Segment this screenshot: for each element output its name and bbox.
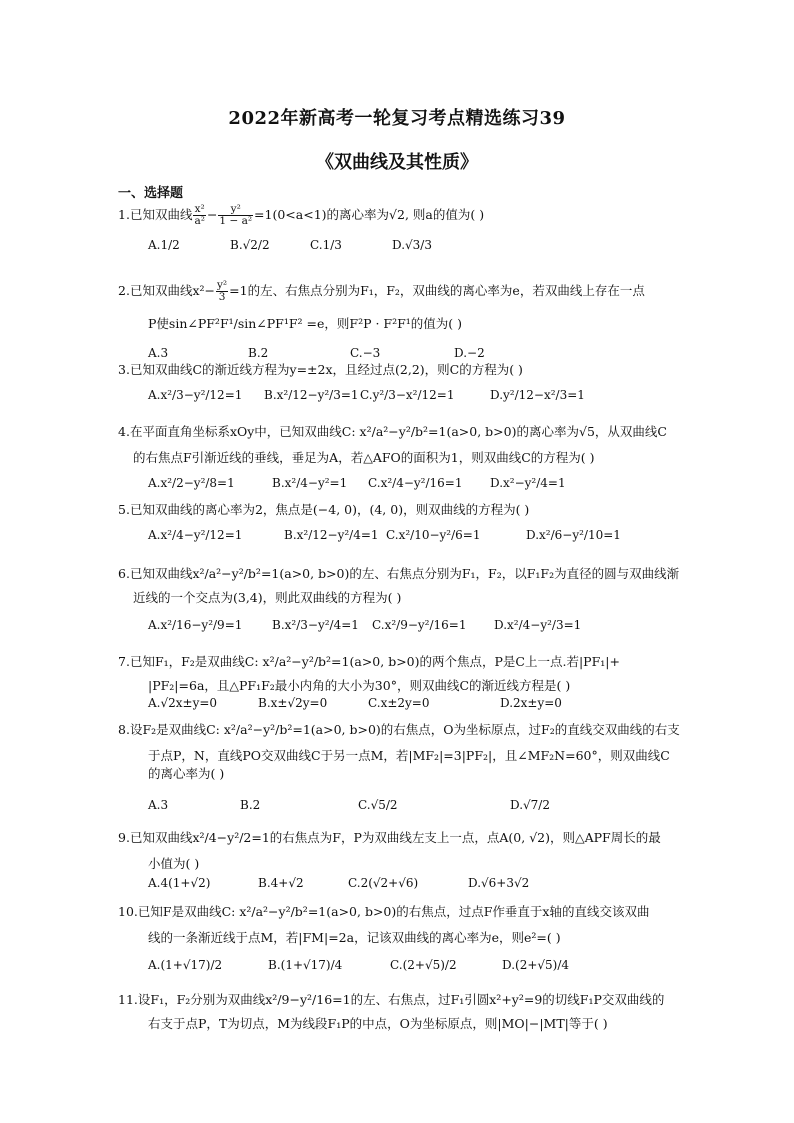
option-b[interactable]: B.x±√2y=0 bbox=[258, 696, 328, 710]
question-1: 1.已知双曲线 $\frac{\text{x²}}{\text{a²}}$ − $\frac{\text{y²}}{\text{1 − a²}}$ =1(0<a<1)的离心率为√2, 则a的值为( ) bbox=[118, 203, 485, 227]
option-c[interactable]: C.y²/3−x²/12=1 bbox=[360, 388, 455, 402]
question-text: 已知双曲线的离心率为2，焦点是(−4, 0)，(4, 0)，则双曲线的方程为( ) bbox=[129, 502, 530, 517]
option-a[interactable]: A.x²/2−y²/8=1 bbox=[148, 476, 235, 490]
question-8 bbox=[118, 722, 703, 738]
option-c[interactable]: C.(2+√5)/2 bbox=[390, 958, 457, 972]
option-c[interactable]: C.x²/4−y²/16=1 bbox=[368, 476, 463, 490]
question-text: P使sin∠PF²F¹/sin∠PF¹F² =e，则F²P · F²F¹的值为( ) bbox=[148, 316, 463, 331]
option-c[interactable]: C.x²/9−y²/16=1 bbox=[372, 618, 467, 632]
option-c[interactable]: C.1/3 bbox=[310, 238, 342, 252]
option-a[interactable]: A.√2x±y=0 bbox=[148, 696, 218, 710]
question-4-cont bbox=[133, 450, 708, 466]
question-6 bbox=[118, 566, 703, 582]
option-d[interactable]: D.(2+√5)/4 bbox=[502, 958, 570, 972]
option-b[interactable]: B.√2/2 bbox=[230, 238, 270, 252]
question-number: 10. bbox=[118, 904, 138, 919]
option-b[interactable]: B.x²/4−y²=1 bbox=[272, 476, 348, 490]
question-9-cont bbox=[148, 856, 708, 872]
option-d[interactable]: D.x²−y²/4=1 bbox=[490, 476, 566, 490]
option-b[interactable]: B.x²/3−y²/4=1 bbox=[272, 618, 359, 632]
question-4 bbox=[118, 424, 703, 440]
question-text: 近线的一个交点为(3,4)，则此双曲线的方程为( ) bbox=[133, 590, 402, 605]
question-text: 的右焦点F引渐近线的垂线，垂足为A，若△AFO的面积为1，则双曲线C的方程为( ) bbox=[133, 450, 595, 465]
question-8-cont2 bbox=[148, 766, 708, 782]
option-b[interactable]: B.2 bbox=[248, 346, 269, 360]
option-d[interactable]: D.y²/12−x²/3=1 bbox=[490, 388, 585, 402]
question-9 bbox=[118, 830, 703, 846]
question-text: |PF₂|=6a，且△PF₁F₂最小内角的大小为30°，则双曲线C的渐近线方程是( ) bbox=[148, 678, 571, 693]
option-d[interactable]: D.2x±y=0 bbox=[500, 696, 562, 710]
option-d[interactable]: D.x²/4−y²/3=1 bbox=[494, 618, 582, 632]
question-text: 右支于点P，T为切点，M为线段F₁P的中点，O为坐标原点，则|MO|−|MT|等于( ) bbox=[148, 1016, 608, 1031]
question-text: 小值为( ) bbox=[148, 856, 200, 871]
question-7 bbox=[118, 654, 703, 670]
option-b[interactable]: B.x²/12−y²/4=1 bbox=[284, 528, 379, 542]
option-a[interactable]: A.1/2 bbox=[148, 238, 180, 252]
option-b[interactable]: B.(1+√17)/4 bbox=[268, 958, 343, 972]
question-3 bbox=[118, 362, 703, 378]
question-text: 已知双曲线x²/4−y²/2=1的右焦点为F，P为双曲线左支上一点，点A(0, √2)，则△APF周长的最 bbox=[129, 830, 661, 845]
option-b[interactable]: B.2 bbox=[240, 798, 261, 812]
option-d[interactable]: D.−2 bbox=[454, 346, 485, 360]
question-text: 已知双曲线x²− bbox=[129, 283, 215, 298]
option-b[interactable]: B.4+√2 bbox=[258, 876, 304, 890]
document-title: 2022年新高考一轮复习考点精选练习39 bbox=[228, 108, 566, 129]
question-text: 已知F是双曲线C: x²/a²−y²/b²=1(a>0, b>0)的右焦点，过点F作垂直于x轴的直线交该双曲 bbox=[137, 904, 650, 919]
option-a[interactable]: A.(1+√17)/2 bbox=[148, 958, 223, 972]
question-text: 设F₂是双曲线C: x²/a²−y²/b²=1(a>0, b>0)的右焦点，O为坐标原点，过F₂的直线交双曲线的右支 bbox=[129, 722, 680, 737]
question-text: 已知F₁，F₂是双曲线C: x²/a²−y²/b²=1(a>0, b>0)的两个焦点，P是C上一点.若|PF₁|+ bbox=[129, 654, 620, 669]
question-text: 已知双曲线 bbox=[129, 207, 193, 222]
question-number: 9. bbox=[118, 830, 130, 845]
option-b[interactable]: B.x²/12−y²/3=1 bbox=[264, 388, 359, 402]
option-a[interactable]: A.x²/16−y²/9=1 bbox=[148, 618, 243, 632]
question-7-cont bbox=[148, 678, 708, 694]
option-c[interactable]: C.x²/10−y²/6=1 bbox=[386, 528, 481, 542]
question-number: 6. bbox=[118, 566, 130, 581]
question-6-cont bbox=[133, 590, 708, 606]
option-c[interactable]: C.x±2y=0 bbox=[368, 696, 430, 710]
question-2-cont bbox=[148, 316, 708, 332]
option-a[interactable]: A.3 bbox=[148, 346, 169, 360]
question-number: 4. bbox=[118, 424, 130, 439]
option-a[interactable]: A.x²/4−y²/12=1 bbox=[148, 528, 243, 542]
option-d[interactable]: D.x²/6−y²/10=1 bbox=[526, 528, 621, 542]
question-11 bbox=[118, 992, 703, 1008]
question-text: 于点P，N，直线PO交双曲线C于另一点M，若|MF₂|=3|PF₂|，且∠MF₂N=60°，则双曲线C bbox=[148, 748, 670, 763]
question-number: 7. bbox=[118, 654, 130, 669]
question-number: 11. bbox=[118, 992, 138, 1007]
option-a[interactable]: A.3 bbox=[148, 798, 169, 812]
question-text: 的离心率为( ) bbox=[148, 766, 225, 781]
question-text: =1(0<a<1)的离心率为√2, 则a的值为( ) bbox=[254, 207, 485, 222]
question-text: 线的一条渐近线于点M，若|FM|=2a，记该双曲线的离心率为e，则e²=( ) bbox=[148, 930, 561, 945]
question-text: 设F₁，F₂分别为双曲线x²/9−y²/16=1的左、右焦点，过F₁引圆x²+y²=9的切线F₁P交双曲线的 bbox=[137, 992, 665, 1007]
question-text: =1的左、右焦点分别为F₁，F₂，双曲线的离心率为e，若双曲线上存在一点 bbox=[229, 283, 645, 298]
question-11-cont bbox=[148, 1016, 708, 1032]
question-number: 2. bbox=[118, 283, 130, 298]
option-d[interactable]: D.√7/2 bbox=[510, 798, 550, 812]
question-10 bbox=[118, 904, 703, 920]
section-heading: 一、选择题 bbox=[118, 186, 184, 201]
question-text: 在平面直角坐标系xOy中，已知双曲线C: x²/a²−y²/b²=1(a>0, b>0)的离心率为√5，从双曲线C bbox=[129, 424, 667, 439]
question-5 bbox=[118, 502, 703, 518]
question-number: 3. bbox=[118, 362, 130, 377]
option-c[interactable]: C.2(√2+√6) bbox=[348, 876, 419, 890]
question-2: 2.已知双曲线x²− $\frac{\text{y²}}{3}$ =1的左、右焦点分别为F₁，F₂，双曲线的离心率为e，若双曲线上存在一点 bbox=[118, 279, 645, 303]
option-a[interactable]: A.x²/3−y²/12=1 bbox=[148, 388, 243, 402]
question-10-cont bbox=[148, 930, 708, 946]
question-8-cont bbox=[148, 748, 708, 764]
option-c[interactable]: C.−3 bbox=[350, 346, 381, 360]
question-number: 5. bbox=[118, 502, 130, 517]
option-d[interactable]: D.√3/3 bbox=[392, 238, 432, 252]
question-text: 已知双曲线C的渐近线方程为y=±2x，且经过点(2,2)，则C的方程为( ) bbox=[129, 362, 523, 377]
option-a[interactable]: A.4(1+√2) bbox=[148, 876, 211, 890]
document-subtitle: 《双曲线及其性质》 bbox=[316, 152, 478, 173]
question-number: 1. bbox=[118, 207, 130, 222]
question-number: 8. bbox=[118, 722, 130, 737]
question-text: 已知双曲线x²/a²−y²/b²=1(a>0, b>0)的左、右焦点分别为F₁，F₂，以F₁F₂为直径的圆与双曲线渐 bbox=[129, 566, 680, 581]
option-c[interactable]: C.√5/2 bbox=[358, 798, 398, 812]
option-d[interactable]: D.√6+3√2 bbox=[468, 876, 530, 890]
